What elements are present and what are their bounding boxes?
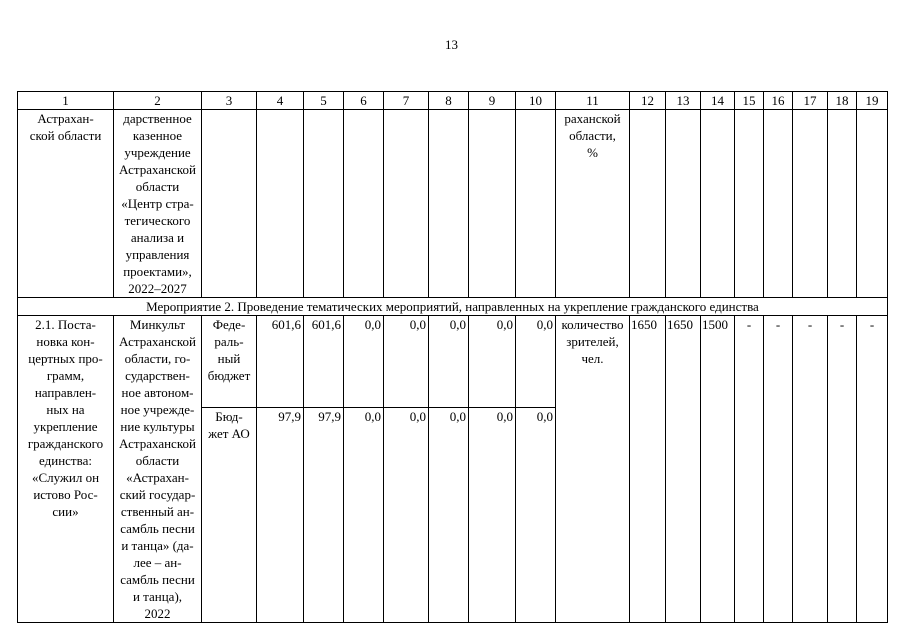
col-header: 14	[701, 92, 735, 110]
text-line: зрителей,	[566, 334, 619, 349]
value-cell: 1500	[701, 316, 735, 623]
col-header: 10	[516, 92, 556, 110]
value-cell: 1650	[630, 316, 666, 623]
col-header: 8	[429, 92, 469, 110]
value-cell: 97,9	[257, 408, 304, 623]
value-cell: -	[857, 316, 888, 623]
value-cell: -	[828, 316, 857, 623]
indicator-cell	[556, 110, 630, 298]
text-line: дарственное	[123, 111, 192, 126]
text-line: Астраханской	[119, 162, 196, 177]
text-line: анализа и	[130, 230, 185, 245]
activity-cell	[18, 316, 114, 623]
col-header: 5	[304, 92, 344, 110]
col-header: 7	[384, 92, 429, 110]
text-line: чел.	[581, 351, 604, 366]
text-line: Астраханской	[119, 436, 196, 451]
value-cell: -	[735, 316, 764, 623]
col-header: 16	[764, 92, 793, 110]
value-cell: 0,0	[429, 408, 469, 623]
col-header: 11	[556, 92, 630, 110]
text-line: ных на	[46, 402, 85, 417]
text-line: ский государ-	[119, 487, 196, 502]
text-line: области, го-	[124, 351, 191, 366]
text-line: 2.1. Поста-	[35, 317, 96, 332]
value-cell: -	[793, 316, 828, 623]
funding-source-cell	[202, 408, 257, 623]
text-line: тегического	[124, 213, 191, 228]
text-line: «Астрахан-	[126, 470, 189, 485]
text-line: казенное	[132, 128, 183, 143]
table-row	[18, 316, 888, 408]
text-line: области,	[569, 128, 616, 143]
header-row	[18, 92, 888, 110]
col-header: 19	[857, 92, 888, 110]
page-number: 13	[445, 37, 458, 52]
text-line: лее – ан-	[133, 555, 182, 570]
text-line: управления	[125, 247, 190, 262]
col-header: 9	[469, 92, 516, 110]
col-header: 17	[793, 92, 828, 110]
executor-cell	[114, 316, 202, 623]
text-line: учреждение	[124, 145, 191, 160]
text-line: сударствен-	[125, 368, 190, 383]
text-line: и танца» (да-	[121, 538, 194, 553]
text-line: раханской	[564, 111, 621, 126]
text-line: количество	[561, 317, 624, 332]
text-line: сии»	[52, 504, 79, 519]
text-line: Бюд-	[215, 409, 243, 425]
section-row	[18, 298, 888, 316]
value-cell: 0,0	[469, 408, 516, 623]
col-header: 4	[257, 92, 304, 110]
table-row	[18, 110, 888, 298]
text-line: Астраханской	[119, 334, 196, 349]
col-header: 13	[666, 92, 701, 110]
text-line: направлен-	[34, 385, 97, 400]
value-cell: 0,0	[516, 408, 556, 623]
text-line: ственный ан-	[120, 504, 195, 519]
text-line: области	[135, 453, 180, 468]
text-line: самбль песни	[120, 572, 195, 587]
section-title: Мероприятие 2. Проведение тематических мероприятий, направленных на укрепление гражданского единства	[18, 298, 888, 316]
text-line: «Центр стра-	[121, 196, 194, 211]
value-cell: 1650	[666, 316, 701, 623]
funding-source-cell	[202, 316, 257, 408]
text-line: области	[135, 179, 180, 194]
executor-cell	[114, 110, 202, 298]
col-header: 18	[828, 92, 857, 110]
text-line: ное автоном-	[121, 385, 194, 400]
value-cell: 601,6	[257, 316, 304, 408]
responsible-cell	[18, 110, 114, 298]
text-line: 2022	[144, 606, 171, 621]
text-line: Феде-	[212, 317, 246, 332]
text-line: единства:	[39, 453, 92, 468]
text-line: истово Рос-	[33, 487, 98, 502]
text-line: «Служил он	[31, 470, 100, 485]
text-line: новка кон-	[36, 334, 95, 349]
col-header: 12	[630, 92, 666, 110]
value-cell: 0,0	[384, 316, 429, 408]
text-line: ное учрежде-	[120, 402, 195, 417]
text-line: бюджет	[207, 368, 251, 383]
text-line: ние культуры	[120, 419, 195, 434]
indicator-cell	[556, 316, 630, 623]
text-line: укрепление	[33, 419, 98, 434]
col-header: 15	[735, 92, 764, 110]
col-header: 6	[344, 92, 384, 110]
value-cell: 0,0	[516, 316, 556, 408]
text-line: Минкульт	[129, 317, 186, 332]
text-line: 2022–2027	[128, 281, 187, 296]
text-line: грамм,	[46, 368, 85, 383]
value-cell: -	[764, 316, 793, 623]
text-line: и танца),	[132, 589, 183, 604]
text-line: цертных про-	[28, 351, 103, 366]
value-cell: 601,6	[304, 316, 344, 408]
text-line: жет АО	[208, 426, 250, 442]
text-line: ный	[217, 351, 241, 366]
text-line: проектами»,	[123, 264, 192, 279]
text-line: раль-	[214, 334, 244, 349]
col-header: 2	[114, 92, 202, 110]
value-cell: 97,9	[304, 408, 344, 623]
text-line: ской области	[29, 128, 102, 143]
col-header: 3	[202, 92, 257, 110]
value-cell: 0,0	[384, 408, 429, 623]
text-line: Астрахан-	[37, 111, 94, 126]
value-cell: 0,0	[469, 316, 516, 408]
value-cell: 0,0	[429, 316, 469, 408]
text-line: самбль песни	[120, 521, 195, 536]
col-header: 1	[18, 92, 114, 110]
text-line: гражданского	[27, 436, 104, 451]
value-cell: 0,0	[344, 316, 384, 408]
value-cell: 0,0	[344, 408, 384, 623]
program-table	[17, 91, 888, 623]
text-line: %	[587, 145, 598, 160]
